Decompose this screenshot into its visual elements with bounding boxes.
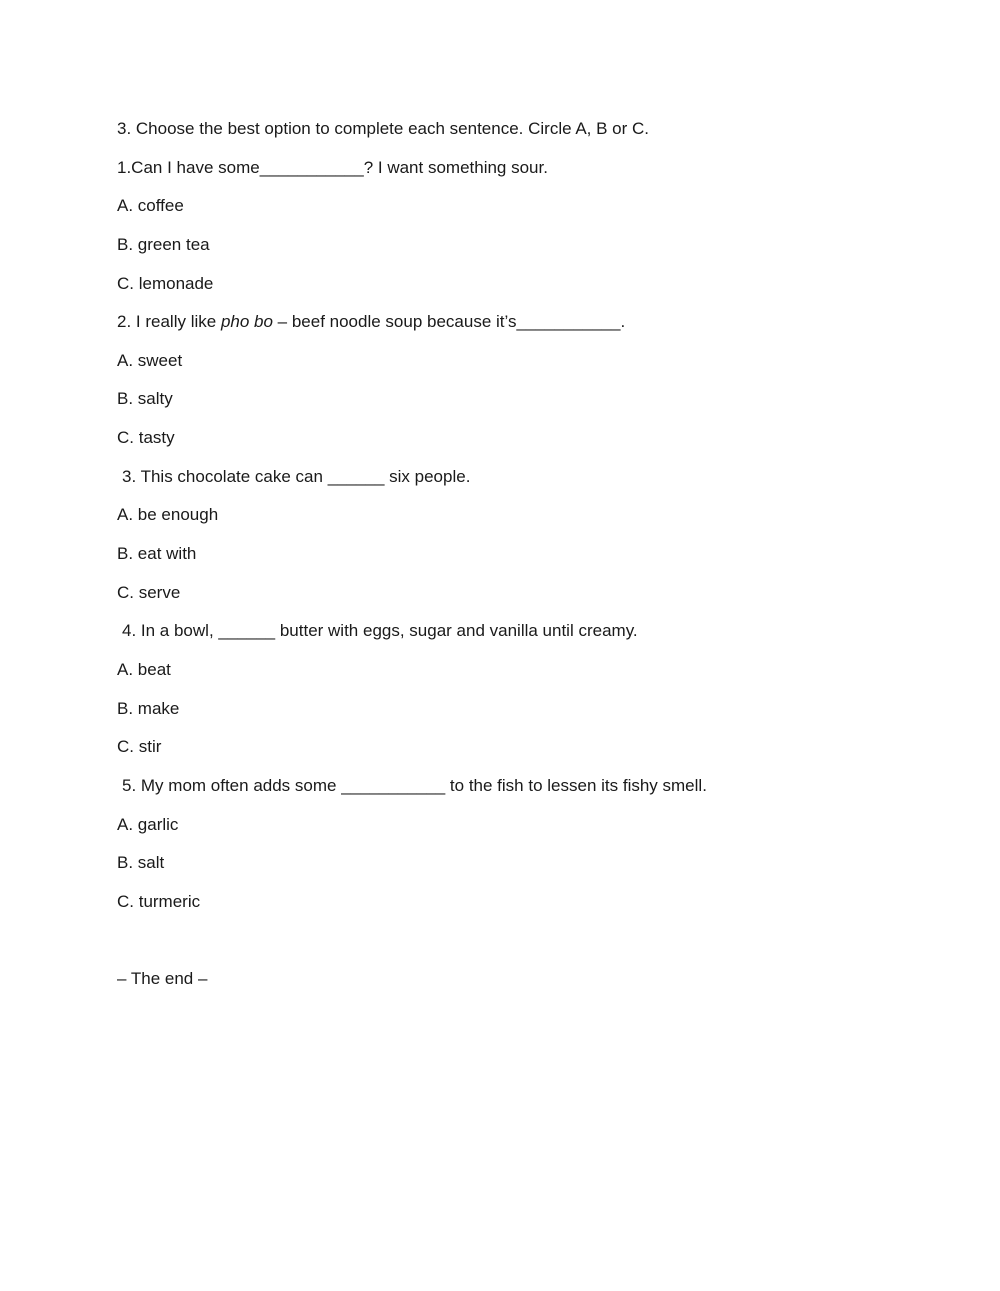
question-4-option-c[interactable]: C. stir bbox=[117, 737, 162, 757]
question-5-option-c[interactable]: C. turmeric bbox=[117, 891, 201, 911]
question-4-stem: 4. In a bowl, ______ butter with eggs, sugar and vanilla until creamy. bbox=[122, 621, 638, 641]
question-5-stem: 5. My mom often adds some ___________ to the fish to lessen its fishy smell. bbox=[122, 775, 707, 795]
question-2-stem bbox=[117, 310, 897, 334]
question-3-option-a[interactable]: A. be enough bbox=[117, 505, 219, 525]
question-1-stem: 1.Can I have some___________? I want something sour. bbox=[117, 157, 548, 177]
question-2-option-b[interactable]: B. salty bbox=[117, 389, 173, 409]
spacer bbox=[117, 928, 897, 952]
worksheet-footer: – The end – bbox=[117, 969, 208, 989]
worksheet-content bbox=[117, 117, 897, 1006]
question-5-option-b[interactable]: B. salt bbox=[117, 853, 165, 873]
question-2-option-a[interactable]: A. sweet bbox=[117, 350, 183, 370]
question-2-stem-italic: pho bo bbox=[220, 312, 273, 332]
question-3-option-c[interactable]: C. serve bbox=[117, 582, 181, 602]
question-4-option-b[interactable]: B. make bbox=[117, 698, 180, 718]
question-5-option-a[interactable]: A. garlic bbox=[117, 814, 179, 834]
exercise-instruction: 3. Choose the best option to complete each sentence. Circle A, B or C. bbox=[117, 119, 650, 138]
question-2-stem-after: – beef noodle soup because it’s___________. bbox=[272, 312, 626, 332]
question-3-option-b[interactable]: B. eat with bbox=[117, 544, 197, 564]
question-1-option-a[interactable]: A. coffee bbox=[117, 196, 184, 216]
question-2-option-c[interactable]: C. tasty bbox=[117, 428, 175, 448]
question-2-stem-before: 2. I really like bbox=[117, 312, 221, 332]
question-1-option-c[interactable]: C. lemonade bbox=[117, 273, 214, 293]
question-3-stem: 3. This chocolate cake can ______ six people. bbox=[122, 466, 471, 486]
question-4-option-a[interactable]: A. beat bbox=[117, 659, 171, 679]
question-1-option-b[interactable]: B. green tea bbox=[117, 234, 210, 254]
